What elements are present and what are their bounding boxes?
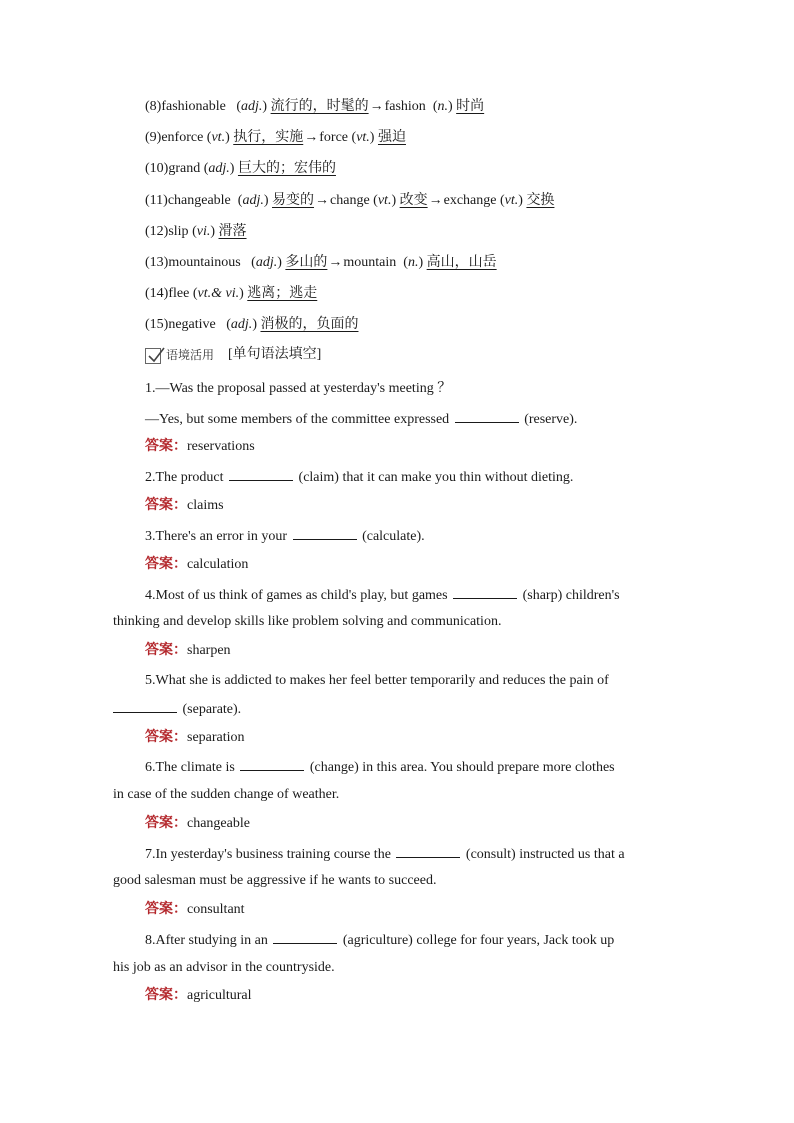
vocab-meaning: 易变的 [272, 193, 315, 208]
vocab-item-13: (13)mountainous (adj.) 多山的→mountain (n.) 高山，山岳 [145, 255, 497, 270]
answer-blank [113, 699, 177, 713]
question-text: 1.—Was the proposal passed at yesterday's meeting ？ [145, 381, 452, 396]
vocab-pos: vt. [211, 130, 226, 145]
question-text: (consult) instructed us that a [465, 847, 625, 862]
vocab-number: (10) [145, 161, 169, 176]
derived-pos: vt. [504, 193, 519, 208]
derived-pos: vt. [356, 130, 370, 145]
question-text: (sharp) children's [522, 588, 620, 603]
answer-1 [145, 437, 255, 457]
vocab-word: enforce [161, 130, 204, 145]
section-tag: 语境活用 [166, 348, 215, 362]
vocab-item-8: (8)fashionable (adj.) 流行的，时髦的→fashion (n.) 时尚 [145, 99, 485, 114]
derived-meaning: 高山，山岳 [426, 255, 497, 270]
arrow-icon: → [428, 193, 443, 208]
question-8-cont [113, 958, 335, 978]
derived-word: mountain [343, 255, 397, 270]
vocab-meaning: 多山的 [285, 255, 328, 270]
question-4 [145, 585, 620, 606]
answer-label: 答案： [145, 730, 187, 745]
vocab-word: slip [168, 224, 189, 239]
vocab-number: (12) [145, 224, 169, 239]
derived-meaning: 改变 [399, 193, 428, 208]
vocab-number: (14) [145, 286, 169, 301]
vocab-number: (13) [145, 255, 169, 270]
vocab-pos: vt.& vi. [197, 286, 240, 301]
vocab-word: negative [168, 317, 216, 332]
vocab-word: fashionable [161, 99, 226, 114]
vocab-meaning: 滑落 [218, 224, 247, 239]
answer-blank [453, 585, 517, 599]
answer-8 [145, 986, 252, 1006]
answer-text: calculation [187, 557, 249, 572]
derived-meaning: 交换 [526, 193, 555, 208]
vocab-meaning: 执行，实施 [233, 130, 304, 145]
question-text: 4.Most of us think of games as child's play, but games [145, 588, 448, 603]
question-5-cont [113, 699, 241, 720]
derived-pos: n. [407, 255, 419, 270]
answer-6 [145, 814, 250, 834]
question-text: (agriculture) college for four years, Jack took up [342, 933, 615, 948]
vocab-word: mountainous [168, 255, 241, 270]
question-text: 3.There's an error in your [145, 529, 288, 544]
derived-meaning: 强迫 [377, 130, 406, 145]
answer-text: changeable [187, 816, 250, 831]
derived-pos: n. [437, 99, 448, 114]
vocab-number: (15) [145, 317, 169, 332]
vocab-pos: adj. [242, 193, 264, 208]
question-6-cont [113, 785, 339, 805]
checkmark-icon [145, 348, 161, 364]
question-text: 2.The product [145, 470, 224, 485]
vocab-word: changeable [167, 193, 231, 208]
answer-text: claims [187, 498, 224, 513]
vocab-pos: vi. [196, 224, 211, 239]
arrow-icon: → [328, 255, 343, 270]
vocab-item-11: (11)changeable (adj.) 易变的→change (vt.) 改变→exchange (vt.) 交换 [145, 193, 555, 208]
vocab-number: (9) [145, 130, 162, 145]
answer-label: 答案： [145, 988, 187, 1003]
section-header [145, 345, 321, 365]
derived-word: exchange [443, 193, 497, 208]
answer-5 [145, 728, 245, 748]
vocab-pos: adj. [208, 161, 230, 176]
vocab-number: (8) [145, 99, 162, 114]
vocab-item-15: (15)negative (adj.) 消极的，负面的 [145, 317, 359, 332]
question-text: in case of the sudden change of weather. [113, 787, 340, 802]
question-text: 6.The climate is [145, 760, 235, 775]
answer-label: 答案： [145, 557, 187, 572]
derived-pos: vt. [377, 193, 392, 208]
answer-3 [145, 555, 248, 575]
vocab-item-10: (10)grand (adj.) 巨大的；宏伟的 [145, 161, 336, 176]
vocab-meaning: 流行的，时髦的 [270, 99, 369, 114]
vocab-meaning: 巨大的；宏伟的 [237, 161, 336, 176]
vocab-word: grand [168, 161, 201, 176]
question-text: good salesman must be aggressive if he wants to succeed. [113, 873, 437, 888]
answer-7 [145, 900, 245, 920]
vocab-item-14: (14)flee (vt.& vi.) 逃离；逃走 [145, 286, 318, 301]
question-8 [145, 930, 614, 951]
section-title: [单句语法填空] [228, 347, 322, 362]
answer-blank [240, 757, 304, 771]
answer-blank [455, 409, 519, 423]
vocab-meaning: 逃离；逃走 [247, 286, 318, 301]
vocab-word: flee [168, 286, 190, 301]
answer-label: 答案： [145, 498, 187, 513]
answer-label: 答案： [145, 902, 187, 917]
vocab-pos: adj. [241, 99, 263, 114]
answer-label: 答案： [145, 643, 187, 658]
answer-text: sharpen [187, 643, 231, 658]
answer-label: 答案： [145, 439, 187, 454]
derived-meaning: 时尚 [456, 99, 485, 114]
question-4-cont [113, 612, 501, 632]
question-text: —Yes, but some members of the committee expressed [145, 412, 450, 427]
question-text: (claim) that it can make you thin without dieting. [298, 470, 574, 485]
vocab-meaning: 消极的，负面的 [260, 317, 359, 332]
arrow-icon: → [304, 130, 319, 145]
question-hint: (reserve). [524, 412, 578, 427]
answer-text: agricultural [187, 988, 252, 1003]
question-text: (separate). [182, 702, 242, 717]
vocab-item-12: (12)slip (vi.) 滑落 [145, 224, 247, 239]
arrow-icon: → [369, 99, 384, 114]
answer-text: consultant [187, 902, 245, 917]
question-text: 7.In yesterday's business training course the [145, 847, 391, 862]
answer-blank [396, 844, 460, 858]
question-text: thinking and develop skills like problem solving and communication. [113, 614, 502, 629]
answer-text: reservations [187, 439, 255, 454]
question-text: his job as an advisor in the countryside. [113, 960, 335, 975]
answer-label: 答案： [145, 816, 187, 831]
question-7-cont [113, 871, 436, 891]
derived-word: force [319, 130, 349, 145]
vocab-pos: adj. [255, 255, 278, 270]
derived-word: fashion [384, 99, 426, 114]
question-7 [145, 844, 625, 865]
answer-2 [145, 496, 224, 516]
vocab-number: (11) [145, 193, 168, 208]
answer-blank [293, 526, 357, 540]
question-3 [145, 526, 425, 547]
vocab-pos: adj. [230, 317, 253, 332]
answer-blank [273, 930, 337, 944]
vocab-item-9: (9)enforce (vt.) 执行，实施→force (vt.) 强迫 [145, 130, 406, 145]
question-5 [145, 671, 609, 691]
question-text: (change) in this area. You should prepare more clothes [309, 760, 615, 775]
answer-blank [229, 467, 293, 481]
question-text: 8.After studying in an [145, 933, 268, 948]
arrow-icon: → [315, 193, 330, 208]
question-text: (calculate). [362, 529, 425, 544]
derived-word: change [330, 193, 370, 208]
answer-4 [145, 641, 231, 661]
question-1-reply [145, 409, 577, 430]
answer-text: separation [187, 730, 245, 745]
question-1 [145, 379, 451, 399]
question-text: 5.What she is addicted to makes her feel better temporarily and reduces the pain of [145, 673, 609, 688]
question-2 [145, 467, 573, 488]
question-6 [145, 757, 615, 778]
